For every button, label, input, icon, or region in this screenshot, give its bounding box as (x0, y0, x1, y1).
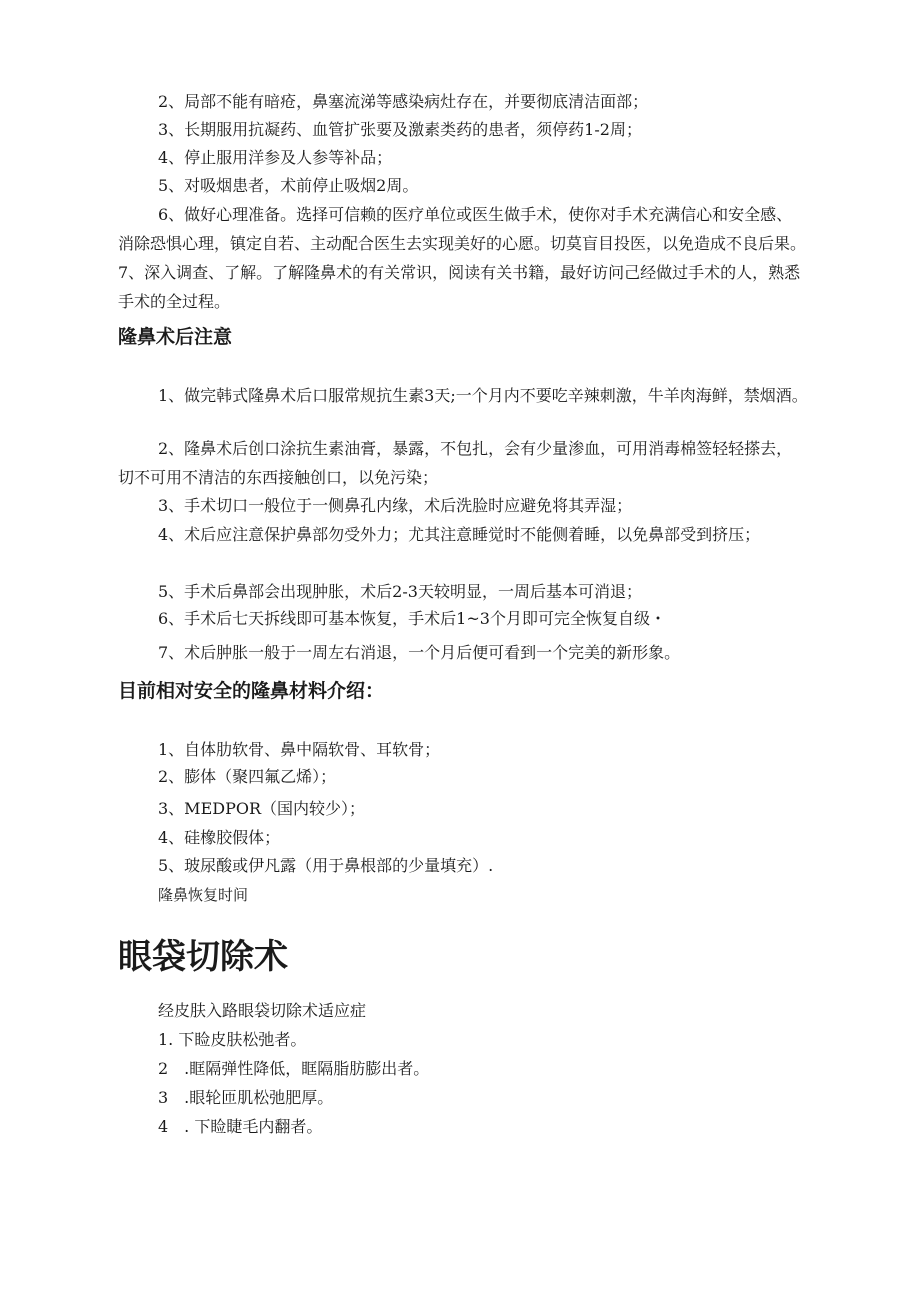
eyebag-title: 眼袋切除术 (118, 937, 288, 977)
post-care-heading: 隆鼻术后注意 (118, 326, 233, 348)
pre-care-paragraph: 6、做好心理准备。选择可信赖的医疗单位或医生做手术，使你对手术充满信心和安全感、消除恐惧心理，镇定自若、主动配合医生去实现美好的心愿。切莫盲目投医，以免造成不良后果。7、深入调查、了解。了解隆鼻术的有关常识，阅读有关书籍，最好访问己经做过手术的人，熟悉手术的全过程。 (118, 205, 807, 311)
recovery-time-label: 隆鼻恢复时间 (158, 886, 249, 904)
eyebag-subtitle: 经皮肤入路眼袋切除术适应症 (158, 1001, 367, 1020)
pre-care-item: 4、停止服用洋参及人参等补品； (158, 148, 393, 167)
post-care-item: 2、隆鼻术后创口涂抗生素油膏，暴露，不包扎，会有少量渗血，可用消毒棉签轻轻搽去，切不可用不清洁的东西接触创口，以免污染； (118, 439, 793, 487)
pre-care-item: 3、长期服用抗凝药、血管扩张要及激素类药的患者，须停药1-2周； (158, 120, 642, 139)
post-care-item: 7、术后肿胀一般于一周左右消退，一个月后便可看到一个完美的新形象。 (158, 643, 681, 662)
eyebag-item: 4 . 下睑睫毛内翻者。 (158, 1117, 323, 1136)
material-item: 1、自体肋软骨、鼻中隔软骨、耳软骨； (158, 740, 441, 759)
eyebag-item: 1. 下睑皮肤松弛者。 (158, 1030, 307, 1049)
post-care-item: 4、术后应注意保护鼻部勿受外力；尤其注意睡觉时不能侧着睡，以免鼻部受到挤压； (158, 525, 761, 544)
post-care-item: 3、手术切口一般位于一侧鼻孔内缘，术后洗脸时应避免将其弄湿； (158, 496, 633, 515)
post-care-item: 6、手术后七天拆线即可基本恢复，手术后1~3个月即可完全恢复自级・ (158, 609, 666, 628)
eyebag-item: 2 .眶隔弹性降低，眶隔脂肪膨出者。 (158, 1059, 430, 1078)
material-item: 3、MEDPOR（国内较少）； (158, 799, 366, 818)
material-item: 5、玻尿酸或伊凡露（用于鼻根部的少量填充）. (158, 856, 494, 875)
post-care-item: 1、做完韩式隆鼻术后口服常规抗生素3天;一个月内不要吃辛辣刺激，牛羊肉海鲜，禁烟酒。 (158, 386, 808, 405)
pre-care-item: 5、对吸烟患者，术前停止吸烟2周。 (158, 176, 419, 195)
post-care-item: 5、手术后鼻部会出现肿胀，术后2-3天较明显，一周后基本可消退； (158, 582, 642, 601)
pre-care-item: 2、局部不能有暗疮，鼻塞流涕等感染病灶存在，并要彻底清洁面部； (158, 92, 649, 111)
eyebag-item: 3 .眼轮匝肌松弛肥厚。 (158, 1088, 334, 1107)
material-item: 4、硅橡胶假体； (158, 828, 281, 847)
materials-heading: 目前相对安全的隆鼻材料介绍： (118, 680, 385, 702)
material-item: 2、膨体（聚四氟乙烯）； (158, 767, 337, 786)
